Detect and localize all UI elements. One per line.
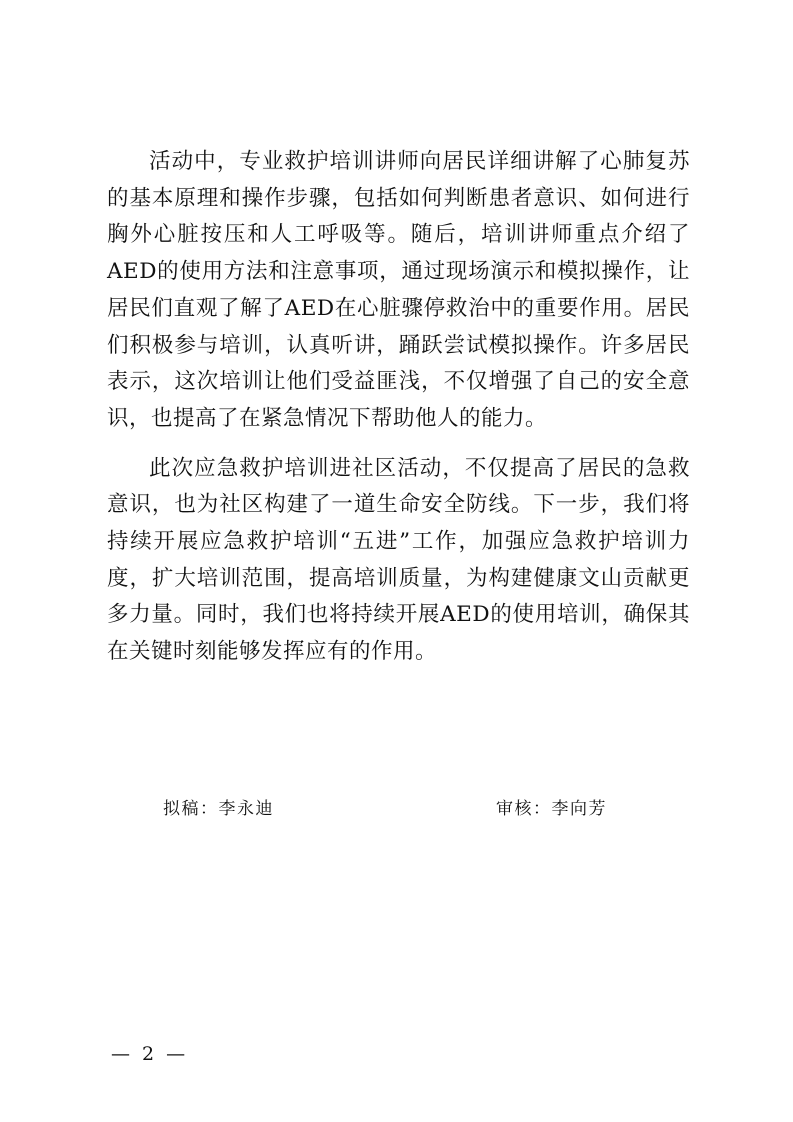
page-number: — 2 — bbox=[111, 1043, 189, 1065]
signature-row bbox=[0, 794, 793, 824]
body-text bbox=[107, 144, 690, 684]
drafter-signature: 拟稿：李永迪 bbox=[163, 799, 274, 819]
paragraph: 活动中，专业救护培训讲师向居民详细讲解了心肺复苏的基本原理和操作步骤，包括如何判断患者意识、如何进行胸外心脏按压和人工呼吸等。随后，培训讲师重点介绍了AED的使用方法和注意事项，通过现场演示和模拟操作，让居民们直观了解了AED在心脏骤停救治中的重要作用。居民们积极参与培训，认真听讲，踊跃尝试模拟操作。许多居民表示，这次培训让他们受益匪浅，不仅增强了自己的安全意识，也提高了在紧急情况下帮助他人的能力。 bbox=[107, 149, 690, 431]
reviewer-signature: 审核：李向芳 bbox=[496, 799, 607, 819]
paragraph: 此次应急救护培训进社区活动，不仅提高了居民的急救意识，也为社区构建了一道生命安全防线。下一步，我们将持续开展应急救护培训“五进”工作，加强应急救护培训力度，扩大培训范围，提高培训质量，为构建健康文山贡献更多力量。同时，我们也将持续开展AED的使用培训，确保其在关键时刻能够发挥应有的作用。 bbox=[107, 455, 690, 665]
